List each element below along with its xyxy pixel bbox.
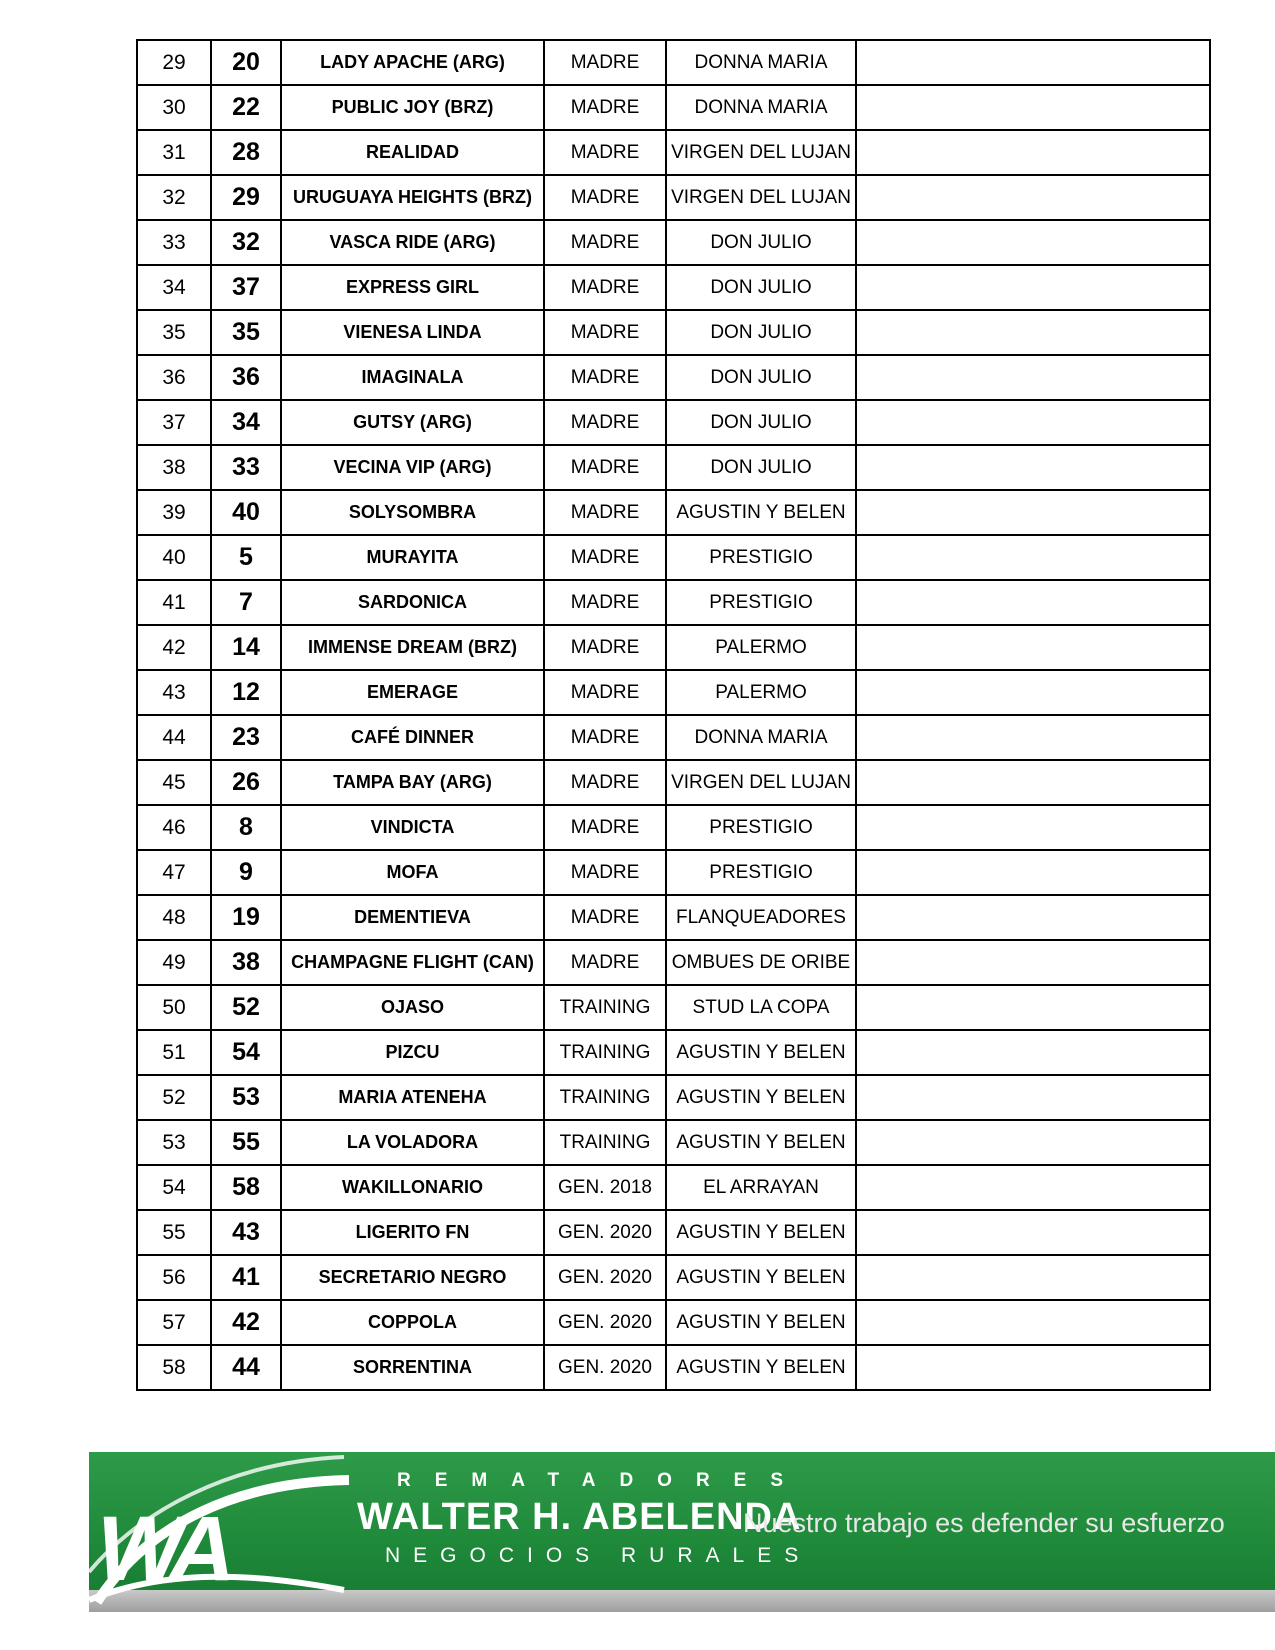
horse-name-cell: VASCA RIDE (ARG) (281, 220, 544, 265)
notes-cell (856, 805, 1210, 850)
table-row (137, 85, 1210, 130)
order-cell: 48 (137, 895, 211, 940)
table-row (137, 1345, 1210, 1390)
horse-name-cell: TAMPA BAY (ARG) (281, 760, 544, 805)
owner-cell: DON JULIO (666, 220, 856, 265)
order-cell: 54 (137, 1165, 211, 1210)
lot-number-cell: 41 (211, 1255, 281, 1300)
notes-cell (856, 355, 1210, 400)
notes-cell (856, 580, 1210, 625)
category-cell: MADRE (544, 760, 666, 805)
notes-cell (856, 760, 1210, 805)
table-row (137, 940, 1210, 985)
owner-cell: PRESTIGIO (666, 805, 856, 850)
order-cell: 30 (137, 85, 211, 130)
horse-name-cell: SORRENTINA (281, 1345, 544, 1390)
table-row (137, 130, 1210, 175)
horse-name-cell: VECINA VIP (ARG) (281, 445, 544, 490)
order-cell: 46 (137, 805, 211, 850)
owner-cell: EL ARRAYAN (666, 1165, 856, 1210)
horse-name-cell: PIZCU (281, 1030, 544, 1075)
order-cell: 32 (137, 175, 211, 220)
notes-cell (856, 1030, 1210, 1075)
horse-name-cell: CAFÉ DINNER (281, 715, 544, 760)
category-cell: MADRE (544, 445, 666, 490)
notes-cell (856, 985, 1210, 1030)
owner-cell: FLANQUEADORES (666, 895, 856, 940)
horse-name-cell: LA VOLADORA (281, 1120, 544, 1165)
owner-cell: DON JULIO (666, 310, 856, 355)
lot-number-cell: 34 (211, 400, 281, 445)
horse-name-cell: EMERAGE (281, 670, 544, 715)
notes-cell (856, 1345, 1210, 1390)
table-row (137, 1210, 1210, 1255)
table-row (137, 625, 1210, 670)
notes-cell (856, 220, 1210, 265)
table-row (137, 175, 1210, 220)
category-cell: MADRE (544, 310, 666, 355)
lot-number-cell: 58 (211, 1165, 281, 1210)
order-cell: 33 (137, 220, 211, 265)
owner-cell: AGUSTIN Y BELEN (666, 490, 856, 535)
order-cell: 50 (137, 985, 211, 1030)
logo-letters: WA (97, 1498, 226, 1600)
table-row (137, 265, 1210, 310)
lot-number-cell: 55 (211, 1120, 281, 1165)
category-cell: MADRE (544, 220, 666, 265)
category-cell: MADRE (544, 580, 666, 625)
order-cell: 52 (137, 1075, 211, 1120)
category-cell: TRAINING (544, 985, 666, 1030)
horse-name-cell: LADY APACHE (ARG) (281, 40, 544, 85)
lot-number-cell: 28 (211, 130, 281, 175)
order-cell: 35 (137, 310, 211, 355)
owner-cell: STUD LA COPA (666, 985, 856, 1030)
owner-cell: DONNA MARIA (666, 40, 856, 85)
lot-number-cell: 35 (211, 310, 281, 355)
company-name: WALTER H. ABELENDA (357, 1496, 802, 1538)
table-row (137, 1165, 1210, 1210)
order-cell: 42 (137, 625, 211, 670)
category-cell: TRAINING (544, 1120, 666, 1165)
lot-number-cell: 12 (211, 670, 281, 715)
lot-number-cell: 20 (211, 40, 281, 85)
category-cell: MADRE (544, 625, 666, 670)
horse-name-cell: IMAGINALA (281, 355, 544, 400)
lot-number-cell: 9 (211, 850, 281, 895)
owner-cell: PRESTIGIO (666, 580, 856, 625)
lot-number-cell: 52 (211, 985, 281, 1030)
category-cell: MADRE (544, 400, 666, 445)
table-row (137, 220, 1210, 265)
horse-name-cell: MARIA ATENEHA (281, 1075, 544, 1120)
lot-number-cell: 8 (211, 805, 281, 850)
horse-name-cell: SOLYSOMBRA (281, 490, 544, 535)
notes-cell (856, 715, 1210, 760)
table-row (137, 580, 1210, 625)
owner-cell: AGUSTIN Y BELEN (666, 1120, 856, 1165)
horse-name-cell: VIENESA LINDA (281, 310, 544, 355)
owner-cell: VIRGEN DEL LUJAN (666, 760, 856, 805)
table-row (137, 355, 1210, 400)
notes-cell (856, 535, 1210, 580)
owner-cell: PRESTIGIO (666, 535, 856, 580)
notes-cell (856, 1300, 1210, 1345)
owner-cell: AGUSTIN Y BELEN (666, 1075, 856, 1120)
notes-cell (856, 1255, 1210, 1300)
order-cell: 49 (137, 940, 211, 985)
notes-cell (856, 310, 1210, 355)
category-cell: GEN. 2020 (544, 1300, 666, 1345)
notes-cell (856, 1165, 1210, 1210)
table-row (137, 850, 1210, 895)
table-row (137, 715, 1210, 760)
horse-name-cell: GUTSY (ARG) (281, 400, 544, 445)
lot-number-cell: 7 (211, 580, 281, 625)
notes-cell (856, 490, 1210, 535)
notes-cell (856, 265, 1210, 310)
table-row (137, 1030, 1210, 1075)
notes-cell (856, 895, 1210, 940)
category-cell: MADRE (544, 715, 666, 760)
order-cell: 58 (137, 1345, 211, 1390)
lot-number-cell: 42 (211, 1300, 281, 1345)
lot-number-cell: 23 (211, 715, 281, 760)
notes-cell (856, 625, 1210, 670)
notes-cell (856, 940, 1210, 985)
table-row (137, 1300, 1210, 1345)
horse-name-cell: VINDICTA (281, 805, 544, 850)
owner-cell: AGUSTIN Y BELEN (666, 1210, 856, 1255)
order-cell: 57 (137, 1300, 211, 1345)
category-cell: MADRE (544, 940, 666, 985)
notes-cell (856, 85, 1210, 130)
order-cell: 45 (137, 760, 211, 805)
category-cell: MADRE (544, 895, 666, 940)
notes-cell (856, 1210, 1210, 1255)
table-row (137, 670, 1210, 715)
lot-number-cell: 38 (211, 940, 281, 985)
horse-name-cell: COPPOLA (281, 1300, 544, 1345)
table-row (137, 490, 1210, 535)
table-row (137, 1255, 1210, 1300)
lot-number-cell: 40 (211, 490, 281, 535)
order-cell: 44 (137, 715, 211, 760)
category-cell: MADRE (544, 670, 666, 715)
lot-number-cell: 37 (211, 265, 281, 310)
lot-number-cell: 44 (211, 1345, 281, 1390)
owner-cell: DON JULIO (666, 265, 856, 310)
notes-cell (856, 130, 1210, 175)
order-cell: 31 (137, 130, 211, 175)
lot-number-cell: 19 (211, 895, 281, 940)
owner-cell: DON JULIO (666, 445, 856, 490)
owner-cell: AGUSTIN Y BELEN (666, 1030, 856, 1075)
notes-cell (856, 1120, 1210, 1165)
owner-cell: AGUSTIN Y BELEN (666, 1255, 856, 1300)
order-cell: 53 (137, 1120, 211, 1165)
owner-cell: AGUSTIN Y BELEN (666, 1345, 856, 1390)
owner-cell: DONNA MARIA (666, 85, 856, 130)
owner-cell: DON JULIO (666, 355, 856, 400)
notes-cell (856, 40, 1210, 85)
owner-cell: VIRGEN DEL LUJAN (666, 130, 856, 175)
order-cell: 34 (137, 265, 211, 310)
notes-cell (856, 175, 1210, 220)
category-cell: MADRE (544, 130, 666, 175)
order-cell: 38 (137, 445, 211, 490)
lots-table (136, 39, 1211, 1391)
notes-cell (856, 670, 1210, 715)
category-cell: MADRE (544, 265, 666, 310)
category-cell: MADRE (544, 85, 666, 130)
category-cell: GEN. 2018 (544, 1165, 666, 1210)
category-cell: GEN. 2020 (544, 1255, 666, 1300)
category-cell: MADRE (544, 40, 666, 85)
lot-number-cell: 54 (211, 1030, 281, 1075)
negocios-label: NEGOCIOS RURALES (385, 1544, 812, 1567)
notes-cell (856, 850, 1210, 895)
table-row (137, 985, 1210, 1030)
lot-number-cell: 53 (211, 1075, 281, 1120)
lot-number-cell: 14 (211, 625, 281, 670)
category-cell: MADRE (544, 535, 666, 580)
lot-number-cell: 33 (211, 445, 281, 490)
table-row (137, 1120, 1210, 1165)
notes-cell (856, 1075, 1210, 1120)
category-cell: TRAINING (544, 1075, 666, 1120)
table-row (137, 445, 1210, 490)
owner-cell: PRESTIGIO (666, 850, 856, 895)
lot-number-cell: 32 (211, 220, 281, 265)
category-cell: TRAINING (544, 1030, 666, 1075)
lots-table-body (137, 40, 1210, 1390)
order-cell: 37 (137, 400, 211, 445)
horse-name-cell: MOFA (281, 850, 544, 895)
horse-name-cell: REALIDAD (281, 130, 544, 175)
owner-cell: DONNA MARIA (666, 715, 856, 760)
order-cell: 41 (137, 580, 211, 625)
order-cell: 39 (137, 490, 211, 535)
horse-name-cell: SARDONICA (281, 580, 544, 625)
order-cell: 56 (137, 1255, 211, 1300)
order-cell: 36 (137, 355, 211, 400)
horse-name-cell: MURAYITA (281, 535, 544, 580)
horse-name-cell: WAKILLONARIO (281, 1165, 544, 1210)
order-cell: 47 (137, 850, 211, 895)
order-cell: 43 (137, 670, 211, 715)
owner-cell: PALERMO (666, 670, 856, 715)
lot-number-cell: 29 (211, 175, 281, 220)
footer-banner (89, 1452, 1275, 1612)
owner-cell: DON JULIO (666, 400, 856, 445)
category-cell: MADRE (544, 175, 666, 220)
horse-name-cell: IMMENSE DREAM (BRZ) (281, 625, 544, 670)
table-row (137, 895, 1210, 940)
notes-cell (856, 445, 1210, 490)
category-cell: MADRE (544, 850, 666, 895)
category-cell: GEN. 2020 (544, 1345, 666, 1390)
lot-number-cell: 5 (211, 535, 281, 580)
horse-name-cell: SECRETARIO NEGRO (281, 1255, 544, 1300)
category-cell: MADRE (544, 805, 666, 850)
horse-name-cell: OJASO (281, 985, 544, 1030)
order-cell: 51 (137, 1030, 211, 1075)
table-row (137, 1075, 1210, 1120)
order-cell: 40 (137, 535, 211, 580)
lot-number-cell: 22 (211, 85, 281, 130)
lot-number-cell: 36 (211, 355, 281, 400)
horse-name-cell: DEMENTIEVA (281, 895, 544, 940)
table-row (137, 760, 1210, 805)
category-cell: MADRE (544, 490, 666, 535)
order-cell: 55 (137, 1210, 211, 1255)
wa-logo-icon (89, 1452, 359, 1612)
horse-name-cell: CHAMPAGNE FLIGHT (CAN) (281, 940, 544, 985)
lot-number-cell: 43 (211, 1210, 281, 1255)
tagline: Nuestro trabajo es defender su esfuerzo (743, 1508, 1225, 1538)
notes-cell (856, 400, 1210, 445)
owner-cell: OMBUES DE ORIBE (666, 940, 856, 985)
rematadores-label: REMATADORES (397, 1470, 808, 1491)
table-row (137, 400, 1210, 445)
category-cell: MADRE (544, 355, 666, 400)
owner-cell: PALERMO (666, 625, 856, 670)
owner-cell: AGUSTIN Y BELEN (666, 1300, 856, 1345)
table-row (137, 805, 1210, 850)
lot-number-cell: 26 (211, 760, 281, 805)
owner-cell: VIRGEN DEL LUJAN (666, 175, 856, 220)
horse-name-cell: URUGUAYA HEIGHTS (BRZ) (281, 175, 544, 220)
order-cell: 29 (137, 40, 211, 85)
table-row (137, 535, 1210, 580)
table-row (137, 40, 1210, 85)
horse-name-cell: LIGERITO FN (281, 1210, 544, 1255)
horse-name-cell: PUBLIC JOY (BRZ) (281, 85, 544, 130)
table-row (137, 310, 1210, 355)
category-cell: GEN. 2020 (544, 1210, 666, 1255)
horse-name-cell: EXPRESS GIRL (281, 265, 544, 310)
